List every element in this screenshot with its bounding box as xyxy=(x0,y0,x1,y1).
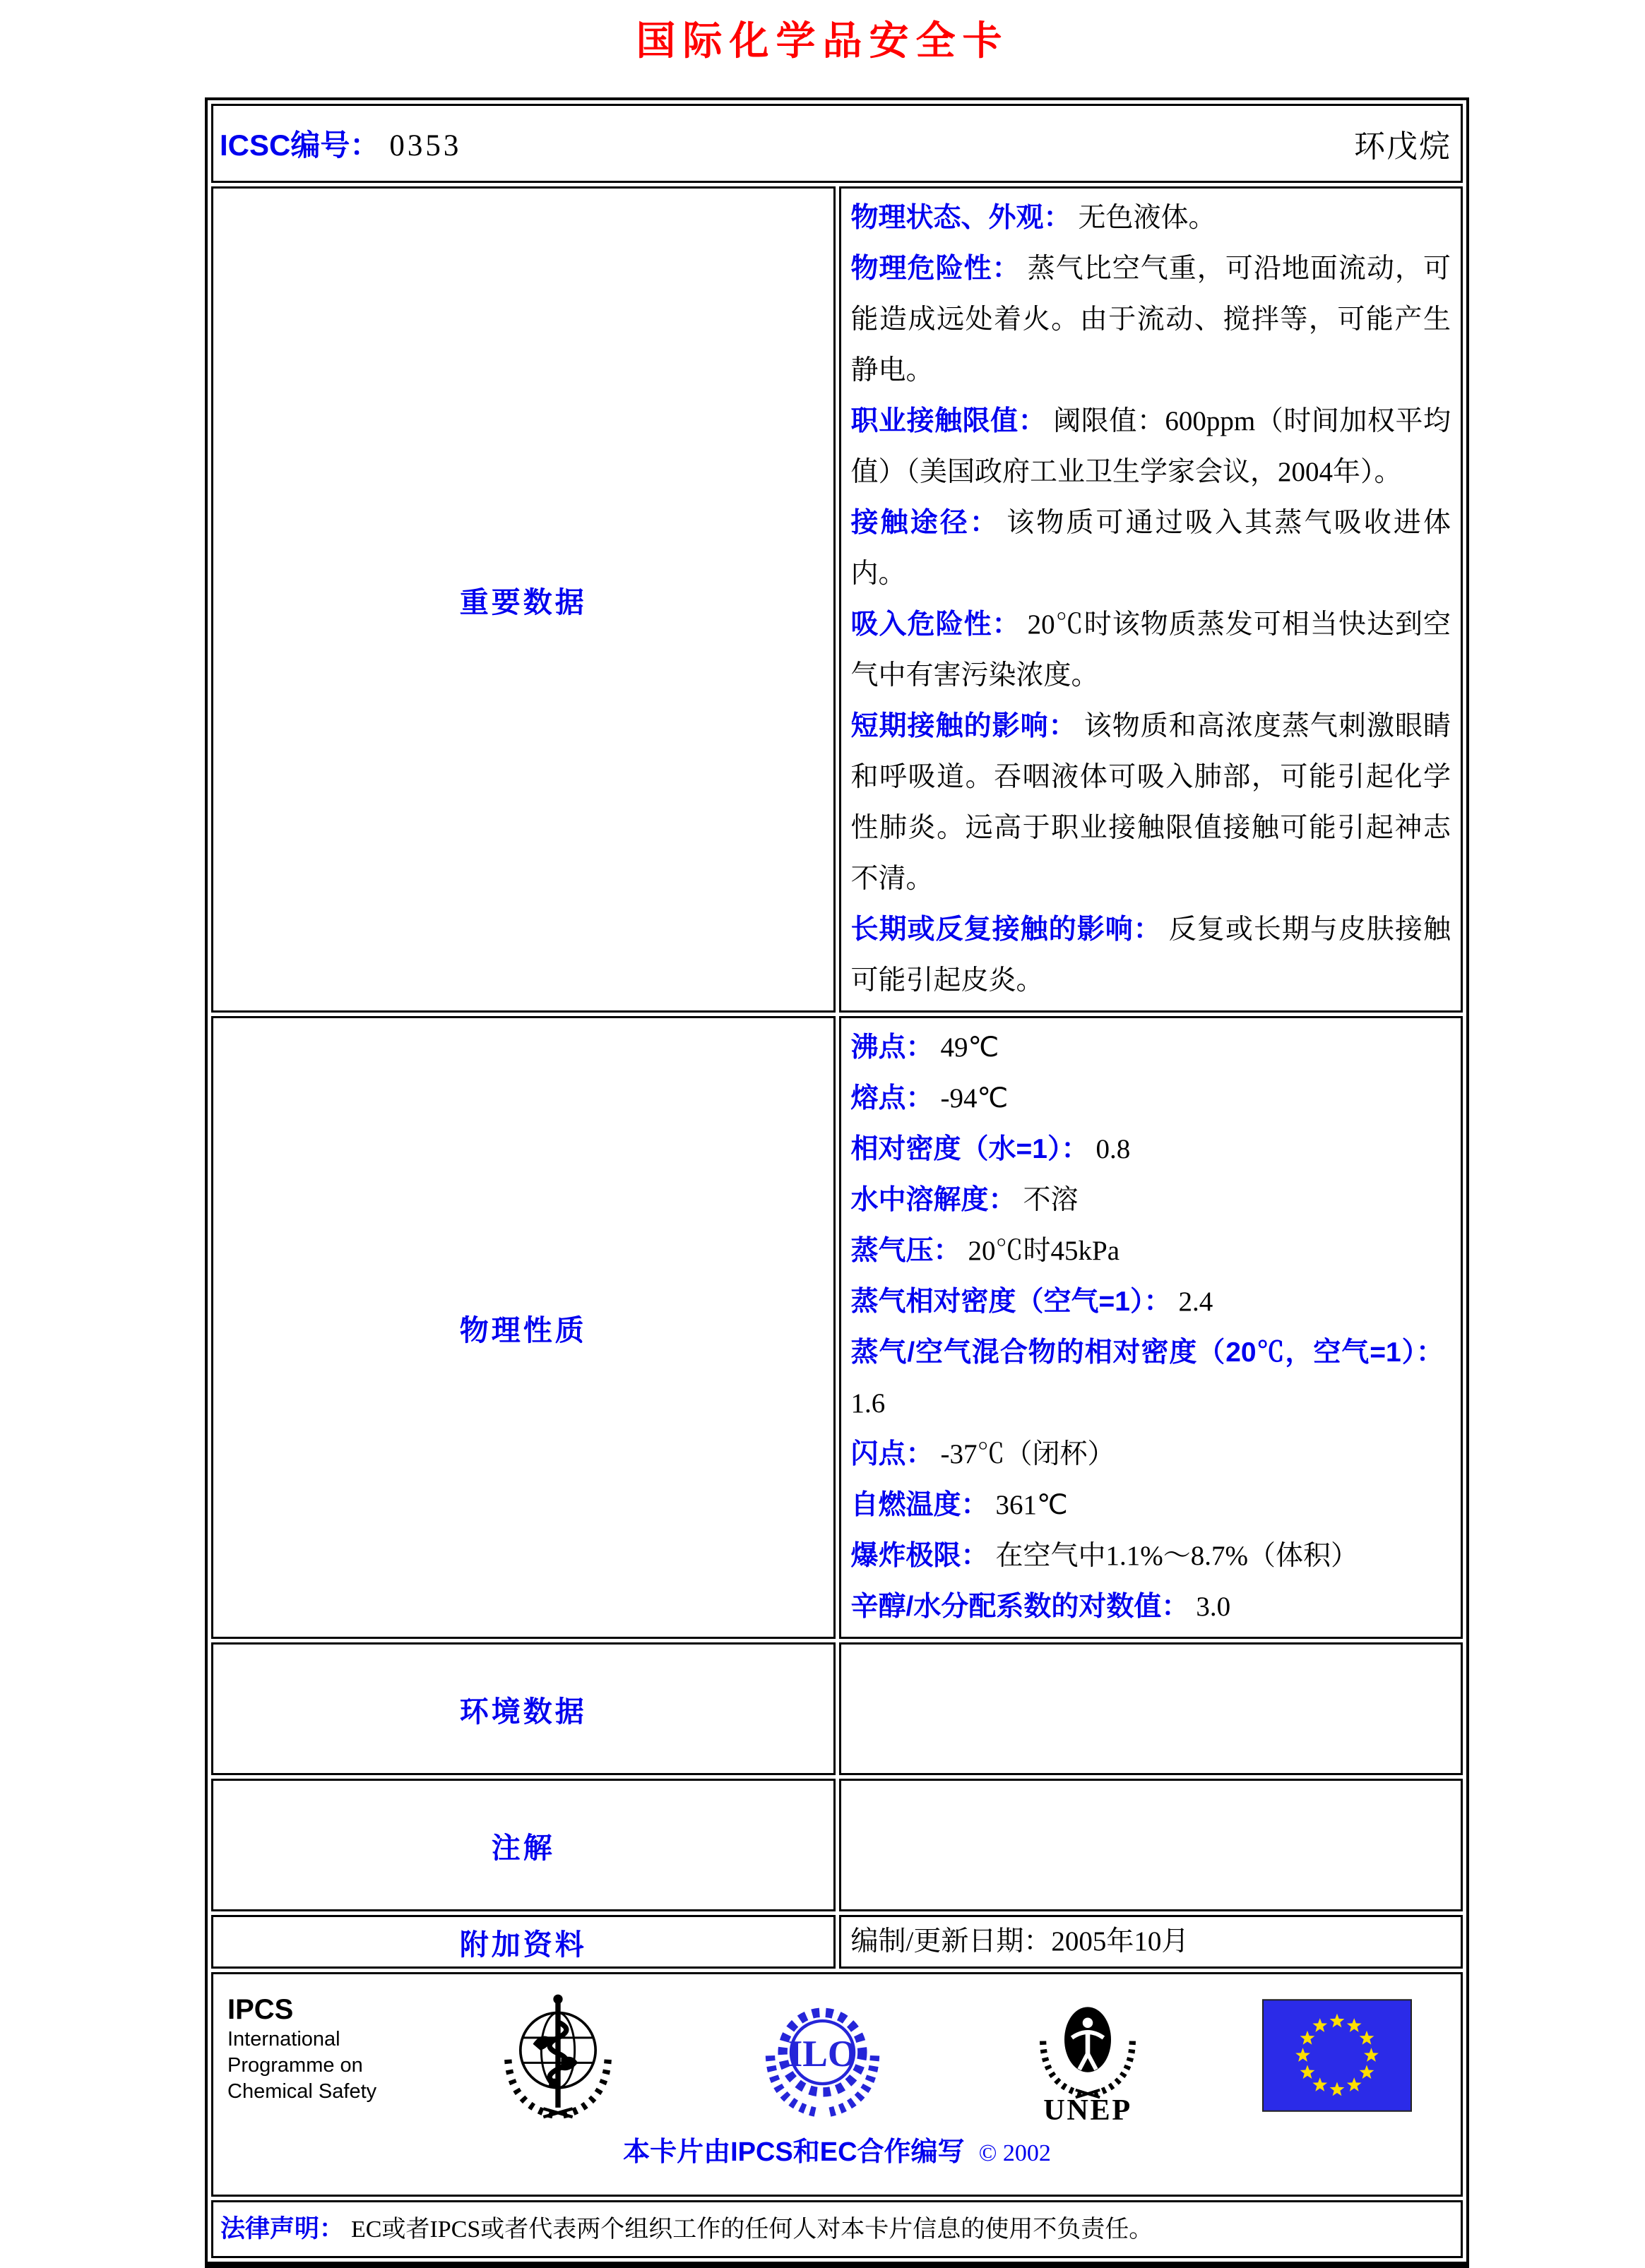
legal-cell xyxy=(211,2200,1463,2258)
field-update-date: 编制/更新日期：2005年10月 xyxy=(850,1926,1189,1957)
icsc-number-label: ICSC编号： xyxy=(220,129,380,162)
header-row xyxy=(211,104,1463,183)
eu-flag-icon xyxy=(1262,1999,1412,2112)
who-logo-icon xyxy=(495,1988,621,2123)
section-label-environmental-data: 环境数据 xyxy=(211,1642,836,1775)
unep-logo-text: UNEP xyxy=(1043,2094,1133,2125)
ilo-logo-slot xyxy=(690,1993,955,2118)
field-vapor-air-mixture-density: 蒸气/空气混合物的相对密度（20℃，空气=1）：1.6 xyxy=(850,1337,1444,1419)
legal-label: 法律声明： xyxy=(220,2214,345,2243)
field-long-term-effects: 长期或反复接触的影响： 反复或长期与皮肤接触可能引起皮炎。 xyxy=(850,914,1451,996)
copyright-line xyxy=(220,2130,1454,2168)
field-exposure-routes: 接触途径： 该物质可通过吸入其蒸气吸收进体内。 xyxy=(850,508,1451,589)
unep-logo-slot xyxy=(956,1986,1221,2125)
icsc-number-value: 0353 xyxy=(389,129,462,162)
physical-properties-content xyxy=(839,1016,1463,1639)
eu-flag-slot xyxy=(1221,1999,1454,2112)
field-flash-point: 闪点： -37℃（闭杯） xyxy=(850,1439,1115,1469)
logos-row xyxy=(220,1986,1454,2125)
section-label-notes: 注解 xyxy=(211,1779,836,1911)
field-short-term-effects: 短期接触的影响： 该物质和高浓度蒸气刺激眼睛和呼吸道。吞咽液体可吸入肺部，可能引起化学性肺炎。远高于职业接触限值接触可能引起神志不清。 xyxy=(850,711,1451,894)
section-label-important-data: 重要数据 xyxy=(211,186,836,1013)
section-label-physical-properties: 物理性质 xyxy=(211,1016,836,1639)
additional-info-content xyxy=(839,1915,1463,1969)
footer-cell xyxy=(211,1972,1463,2197)
notes-row xyxy=(211,1779,1463,1911)
additional-info-row xyxy=(211,1915,1463,1969)
important-data-row xyxy=(211,186,1463,1013)
ilo-logo-text: ILO xyxy=(788,2031,857,2075)
field-relative-density: 相对密度（水=1）： 0.8 xyxy=(850,1134,1131,1164)
footer-row xyxy=(211,1972,1463,2197)
field-occupational-limits: 职业接触限值： 阈限值：600ppm（时间加权平均值）（美国政府工业卫生学家会议，2004年）。 xyxy=(850,406,1451,487)
field-boiling-point: 沸点： 49℃ xyxy=(850,1032,999,1063)
environmental-data-content xyxy=(839,1642,1463,1775)
field-explosive-limits: 爆炸极限： 在空气中1.1%～8.7%（体积） xyxy=(850,1541,1358,1571)
legal-text: EC或者IPCS或者代表两个组织工作的任何人对本卡片信息的使用不负责任。 xyxy=(351,2216,1153,2243)
copyright-text: 本卡片由IPCS和EC合作编写 xyxy=(623,2137,965,2167)
copyright-year: © 2002 xyxy=(978,2140,1051,2166)
notes-content xyxy=(839,1779,1463,1911)
field-physical-danger: 物理危险性： 蒸气比空气重，可沿地面流动，可能造成远处着火。由于流动、搅拌等，可能产生静电。 xyxy=(850,253,1451,386)
section-label-additional-info: 附加资料 xyxy=(211,1915,836,1969)
icsc-number-group xyxy=(220,122,461,165)
ipcs-abbr: IPCS xyxy=(227,1994,294,2025)
physical-properties-row xyxy=(211,1016,1463,1639)
who-logo-slot xyxy=(425,1988,690,2123)
field-inhalation-risk: 吸入危险性： 20℃时该物质蒸发可相当快达到空气中有害污染浓度。 xyxy=(850,609,1451,691)
environmental-data-row xyxy=(211,1642,1463,1775)
field-vapor-pressure: 蒸气压： 20℃时45kPa xyxy=(850,1236,1120,1266)
icsc-table xyxy=(205,97,1469,2268)
unep-logo-icon xyxy=(1027,1986,1148,2125)
ipcs-text-block: IPCS International Programme on Chemical Safety xyxy=(227,1986,425,2105)
ilo-logo-icon xyxy=(757,1993,888,2118)
legal-row xyxy=(211,2200,1463,2258)
important-data-content xyxy=(839,186,1463,1013)
field-physical-state: 物理状态、外观： 无色液体。 xyxy=(850,203,1216,233)
field-autoignition-temperature: 自燃温度： 361℃ xyxy=(850,1490,1068,1520)
field-water-solubility: 水中溶解度： 不溶 xyxy=(850,1185,1079,1215)
field-melting-point: 熔点： -94℃ xyxy=(850,1083,1009,1114)
field-vapor-relative-density: 蒸气相对密度（空气=1）： 2.4 xyxy=(850,1287,1213,1317)
header-cell xyxy=(211,104,1463,183)
legal-notice xyxy=(220,2214,1454,2245)
page-title: 国际化学品安全卡 xyxy=(636,18,1009,63)
chemical-name: 环戊烷 xyxy=(1354,129,1451,164)
field-octanol-water-partition: 辛醇/水分配系数的对数值： 3.0 xyxy=(850,1592,1231,1622)
